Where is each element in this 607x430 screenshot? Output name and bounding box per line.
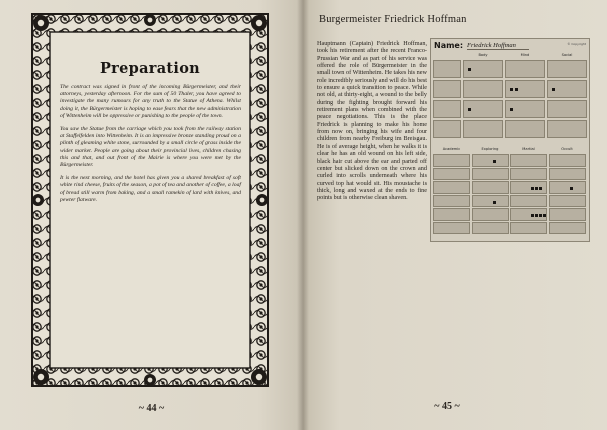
paragraph: It is the next morning, and the hotel has given you a shared breakfast of soft white rind cheese, fruits of the season, a pot of tea and another of coffee, a loaf of bread still warm from baking, and a small ramekin of lard with knives, and pewter flatware. [60, 175, 241, 203]
page-number: ~ 45 ~ [434, 401, 460, 412]
page-title: Burgermeister Friedrick Hoffman [319, 14, 467, 25]
name-label: Name: [434, 41, 464, 50]
attr-header: Social [561, 53, 573, 57]
page-title: Preparation [99, 60, 201, 77]
right-page [303, 0, 607, 430]
attr-header: Mind [520, 53, 530, 57]
page-number: ~ 44 ~ [138, 403, 165, 414]
page-body [60, 84, 241, 210]
left-page [0, 0, 303, 430]
ornate-frame [30, 12, 270, 388]
skill-header: Occult [561, 147, 573, 151]
copyright-note: © Copyright [567, 42, 586, 46]
paragraph: You saw the Statue from the carriage which you took from the railway station at Staffelfelden into Wittenheim. It is an impressive bronze standing proud on a plinth of gleaming white stone, surrounded by a small circle of grass inside the wider market. People are going about their provincial lives, children chasing this and that, and out front of the Mairie is where you were met by the Bürgermeister. [60, 126, 241, 169]
frame-content [52, 34, 248, 366]
paragraph: The contract was signed in front of the incoming Bürgermeister, and their attorneys, yesterday afternoon. For the sum of 50 Thaler, you have agreed to investigate the many rumours for any truth to the Statue of Athena. Whilst doing it, the Bürgermeister is hoping to ease fears that the new administration of Wittenheim will be oppressive or punishing to the people of the town. [60, 84, 241, 119]
skill-header: Academic [442, 147, 461, 151]
book-gutter [297, 0, 309, 430]
skill-header: Martial [522, 147, 535, 151]
body-text: Hauptmann (Captain) Friedrick Hoffman, took his retirement after the recent Franco-Prussian War and as part of his service was offered the role of Bürgermeister in the small town of Wittenheim. He takes his new role incredibly seriously and will do his best to ensure a quick transition to peace. While not old, at thirty-eight, a wound to the belly during the fighting brought forward his retirement plans when combined with the peace negotiations. This is the place Friedrick is planning to make his home from now on, bringing his wife and four children from nearby Freiburg im Breisgau. He is of average height, when he walks it is clear he has an old wound on his left side, black hair cut above the ear and parted off center but slicked down on the crown and curled into scrolls underneath where his curved top hat would sit. His moustache is thick, long and waxed at the ends to fine points but is otherwise clean shaven. [317, 40, 427, 202]
sheet-spacer [427, 40, 589, 245]
name-value: Friedrick Hoffman [467, 42, 529, 50]
page-number-wrap [303, 396, 607, 414]
skill-header: Exploring [481, 147, 499, 151]
page-body [317, 40, 589, 245]
attr-header: Body [478, 53, 488, 57]
